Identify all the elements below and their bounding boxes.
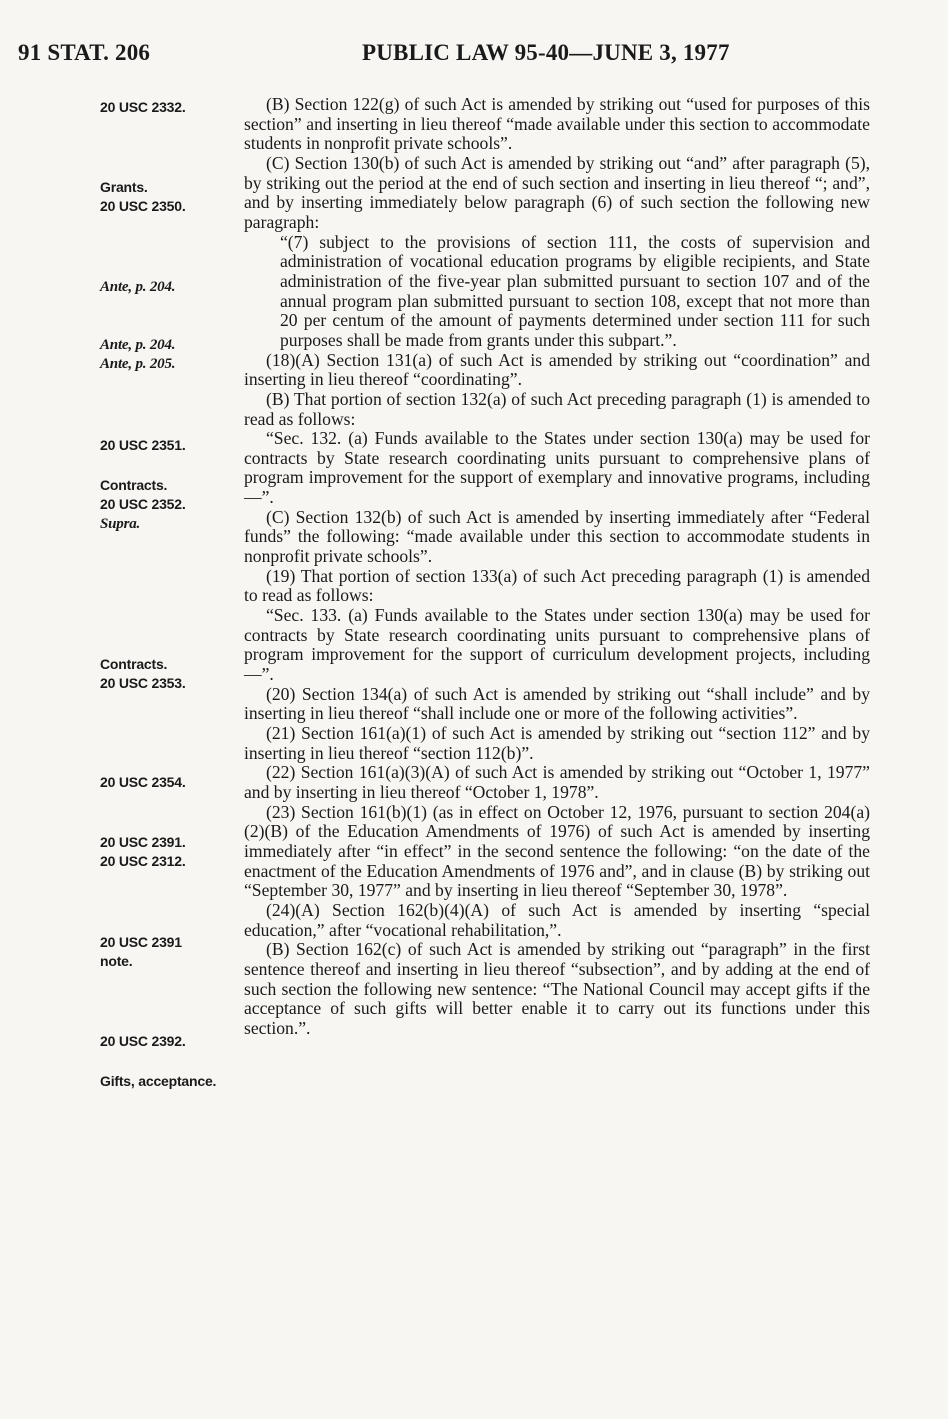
margin-note: Contracts. (100, 656, 168, 672)
paragraph: (B) Section 162(c) of such Act is amended by striking out “paragraph” in the first sentence thereof and inserting in lieu thereof “subsection”, and by adding at the end of such section the following new sentence: “The National Council may accept gifts if the acceptance of such gifts will better enable it to carry out its functions under this section.”. (244, 939, 870, 1038)
margin-note: Supra. (100, 516, 141, 532)
stat-reference: 91 STAT. 206 (18, 40, 151, 65)
paragraph: “Sec. 132. (a) Funds available to the States under section 130(a) may be used for contracts by State research coordinating units pursuant to comprehensive plans of program improvement for the support of exemplary and innovative programs, including—”. (244, 428, 870, 508)
margin-note: 20 USC 2312. (100, 853, 186, 869)
margin-note: 20 USC 2353. (100, 675, 186, 691)
margin-note: 20 USC 2332. (100, 99, 186, 115)
margin-note: 20 USC 2352. (100, 496, 186, 512)
margin-note: 20 USC 2392. (100, 1033, 186, 1049)
paragraph: (19) That portion of section 133(a) of such Act preceding paragraph (1) is amended to read as follows: (244, 565, 870, 606)
margin-note: Contracts. (100, 477, 168, 493)
paragraph: (23) Section 161(b)(1) (as in effect on October 12, 1976, pursuant to section 204(a)(2)(B) of the Education Amendments of 1976) of such Act is amended by inserting immediately after “in effect” in the second sentence the following: “on the date of the enactment of the Education Amendments of 1976 and”, and in clause (B) by striking out “September 30, 1977” and by inserting in lieu thereof “September 30, 1978”. (244, 801, 870, 901)
paragraph: (21) Section 161(a)(1) of such Act is amended by striking out “section 112” and by inserting in lieu thereof “section 112(b)”. (244, 723, 870, 763)
paragraph: “Sec. 133. (a) Funds available to the States under section 130(a) may be used for contracts by State research coordinating units pursuant to comprehensive plans of program improvement for the support of curriculum development projects, including—”. (244, 605, 870, 685)
paragraph: (20) Section 134(a) of such Act is amended by striking out “shall include” and by inserting in lieu thereof “shall include one or more of the following activities”. (244, 683, 870, 724)
paragraph: (C) Section 132(b) of such Act is amended by inserting immediately after “Federal funds” the following: “made available under this section to accommodate students in nonprofit private schools”. (244, 506, 870, 567)
margin-note: Ante, p. 205. (100, 356, 176, 372)
margin-note: 20 USC 2391 (100, 934, 182, 950)
paragraph: (22) Section 161(a)(3)(A) of such Act is amended by striking out “October 1, 1977” and by inserting in lieu thereof “October 1, 1978”. (244, 762, 870, 802)
margin-note: Ante, p. 204. (100, 337, 176, 353)
margin-note: 20 USC 2350. (100, 198, 186, 214)
quoted-paragraph: “(7) subject to the provisions of section 111, the costs of supervision and administration of vocational education programs by eligible recipients, and State administration of the five-year plan submitted pursuant to section 107 and of the annual program plan submitted pursuant to section 108, except that not more than 20 per centum of the amount of payments determined under section 111 for such purposes shall be made from grants under this subpart.”. (280, 231, 870, 350)
margin-note: Ante, p. 204. (100, 279, 176, 295)
margin-note: Grants. (100, 179, 148, 195)
margin-note: 20 USC 2391. (100, 834, 186, 850)
paragraph: (B) Section 122(g) of such Act is amended by striking out “used for purposes of this section” and inserting in lieu thereof “made available under this section to accommodate students in nonprofit private schools”. (244, 94, 870, 154)
paragraph: (18)(A) Section 131(a) of such Act is amended by striking out “coordination” and inserting in lieu thereof “coordinating”. (244, 349, 870, 390)
paragraph: (B) That portion of section 132(a) of such Act preceding paragraph (1) is amended to read as follows: (244, 388, 870, 429)
margin-note: Gifts, acceptance. (100, 1073, 217, 1089)
margin-note: 20 USC 2354. (100, 774, 186, 790)
margin-note: note. (100, 953, 133, 969)
law-title: PUBLIC LAW 95-40—JUNE 3, 1977 (362, 40, 730, 65)
margin-note: 20 USC 2351. (100, 437, 186, 453)
statute-body (244, 95, 870, 1039)
paragraph: (C) Section 130(b) of such Act is amended by striking out “and” after paragraph (5), by striking out the period at the end of such section and inserting in lieu thereof “; and”, and by inserting immediately below paragraph (6) of such section the following new paragraph: (244, 152, 870, 232)
paragraph: (24)(A) Section 162(b)(4)(A) of such Act is amended by inserting “special education,” after “vocational rehabilitation,”. (244, 899, 870, 940)
